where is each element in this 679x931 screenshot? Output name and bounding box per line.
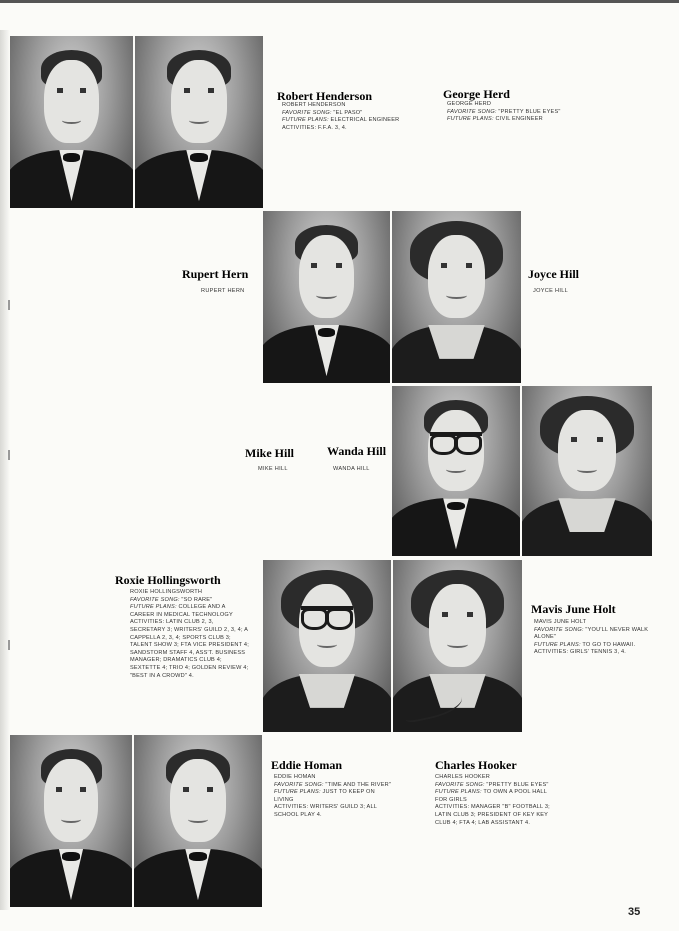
bio-plans: TO GO TO HAWAII.	[582, 641, 636, 648]
bio-label: FUTURE PLANS:	[282, 117, 329, 124]
bio-label: FAVORITE SONG:	[274, 781, 324, 788]
binding-edge	[0, 30, 10, 910]
bio-label: ACTIVITIES:	[274, 804, 309, 811]
bio-label: ACTIVITIES:	[130, 619, 165, 626]
bio-label: FAVORITE SONG:	[447, 108, 497, 115]
bio-song: "PRETTY BLUE EYES"	[498, 108, 561, 115]
photo-roxie-hollingsworth	[263, 560, 391, 732]
bio-caption: ROXIE HOLLINGSWORTH	[130, 589, 203, 595]
photo-mavis-june-holt	[393, 560, 522, 732]
bio-song: "PRETTY BLUE EYES"	[486, 781, 549, 788]
bio-label: ACTIVITIES:	[282, 124, 317, 131]
student-caption: JOYCE HILL	[533, 288, 569, 294]
bio-plans: TO OWN A POOL HALL FOR GIRLS	[435, 789, 547, 803]
bio-label: FAVORITE SONG:	[435, 781, 485, 788]
student-name: Mavis June Holt	[531, 602, 616, 616]
bio-label: FUTURE PLANS:	[274, 789, 321, 796]
bio-plans: JUST TO KEEP ON LIVING	[274, 789, 375, 803]
bio-label: FAVORITE SONG:	[534, 626, 584, 633]
bio-label: FUTURE PLANS:	[534, 641, 581, 648]
photo-wanda-hill	[522, 386, 652, 556]
student-bio	[534, 619, 656, 657]
student-name: Wanda Hill	[327, 444, 387, 458]
bio-song: "YOU'LL NEVER WALK ALONE"	[534, 626, 649, 641]
page-number: 35	[628, 906, 641, 918]
bio-activities: GIRLS' TENNIS 3, 4.	[569, 649, 627, 656]
bio-plans: ELECTRICAL ENGINEER	[330, 117, 400, 124]
bio-caption: CHARLES HOOKER	[435, 774, 491, 780]
photo-rupert-hern	[263, 211, 390, 383]
student-bio	[274, 774, 394, 820]
student-bio	[130, 589, 250, 680]
bio-label: FAVORITE SONG:	[130, 596, 180, 603]
photo-george-herd	[135, 36, 263, 208]
student-name: Eddie Homan	[271, 758, 343, 772]
student-name: Robert Henderson	[277, 89, 372, 103]
bio-caption: ROBERT HENDERSON	[282, 102, 346, 108]
bio-activities: F.F.A. 3, 4.	[317, 124, 347, 131]
bio-plans: CIVIL ENGINEER	[495, 116, 543, 123]
student-name: Charles Hooker	[435, 758, 517, 772]
bio-caption: EDDIE HOMAN	[274, 774, 316, 780]
bio-caption: GEORGE HERD	[447, 101, 492, 107]
bio-plans: COLLEGE AND A CAREER IN MEDICAL TECHNOLOGY	[130, 604, 233, 618]
bio-song: "SO RARE"	[181, 596, 213, 603]
student-name: Rupert Hern	[182, 267, 249, 281]
bio-label: FUTURE PLANS:	[435, 789, 482, 796]
student-bio	[282, 102, 400, 132]
photo-charles-hooker	[134, 735, 262, 907]
bio-label: FAVORITE SONG:	[282, 109, 332, 116]
photo-eddie-homan	[10, 735, 132, 907]
page-top-edge	[0, 0, 679, 3]
bio-label: ACTIVITIES:	[534, 649, 569, 656]
student-name: Roxie Hollingsworth	[115, 573, 221, 587]
student-caption: RUPERT HERN	[201, 288, 245, 294]
bio-activities: LATIN CLUB 2, 3, SECRETARY 3; WRITERS' GUILD 2, 3, 4; A CAPPELLA 2, 3, 4; SPORTS CLUB 3; TALENT SHOW 3; FTA VICE PRESIDENT 4; SANDSTORM STAFF 4, ASS'T. BUSINESS MANAGER; DRAMATICS CLUB 4; SEXTETTE 4; TRIO 4; GOLDEN REVIEW 4; "BEST IN A CROWD" 4.	[130, 619, 249, 679]
bio-label: ACTIVITIES:	[435, 804, 470, 811]
photo-robert-henderson	[10, 36, 133, 208]
bio-label: FUTURE PLANS:	[447, 116, 494, 123]
bio-activities: WRITERS' GUILD 3; ALL SCHOOL PLAY 4.	[274, 804, 377, 818]
margin-mark	[8, 640, 10, 650]
student-caption: WANDA HILL	[333, 466, 370, 472]
student-name: Mike Hill	[245, 446, 294, 460]
photo-mike-hill	[392, 386, 520, 556]
margin-mark	[8, 300, 10, 310]
student-caption: MIKE HILL	[258, 466, 288, 472]
bio-song: "TIME AND THE RIVER"	[325, 781, 392, 788]
bio-label: FUTURE PLANS:	[130, 604, 177, 611]
photo-joyce-hill	[392, 211, 521, 383]
student-name: George Herd	[443, 87, 510, 101]
student-bio	[447, 101, 569, 124]
margin-mark	[8, 450, 10, 460]
student-name: Joyce Hill	[528, 267, 579, 281]
bio-activities: MANAGER "B" FOOTBALL 3; LATIN CLUB 3; PRESIDENT OF KEY KEY CLUB 4; FTA 4; LAB ASSISTANT 4.	[435, 804, 550, 826]
bio-caption: MAVIS JUNE HOLT	[534, 619, 587, 625]
student-bio	[435, 774, 557, 827]
bio-song: "EL PASO"	[333, 109, 363, 116]
